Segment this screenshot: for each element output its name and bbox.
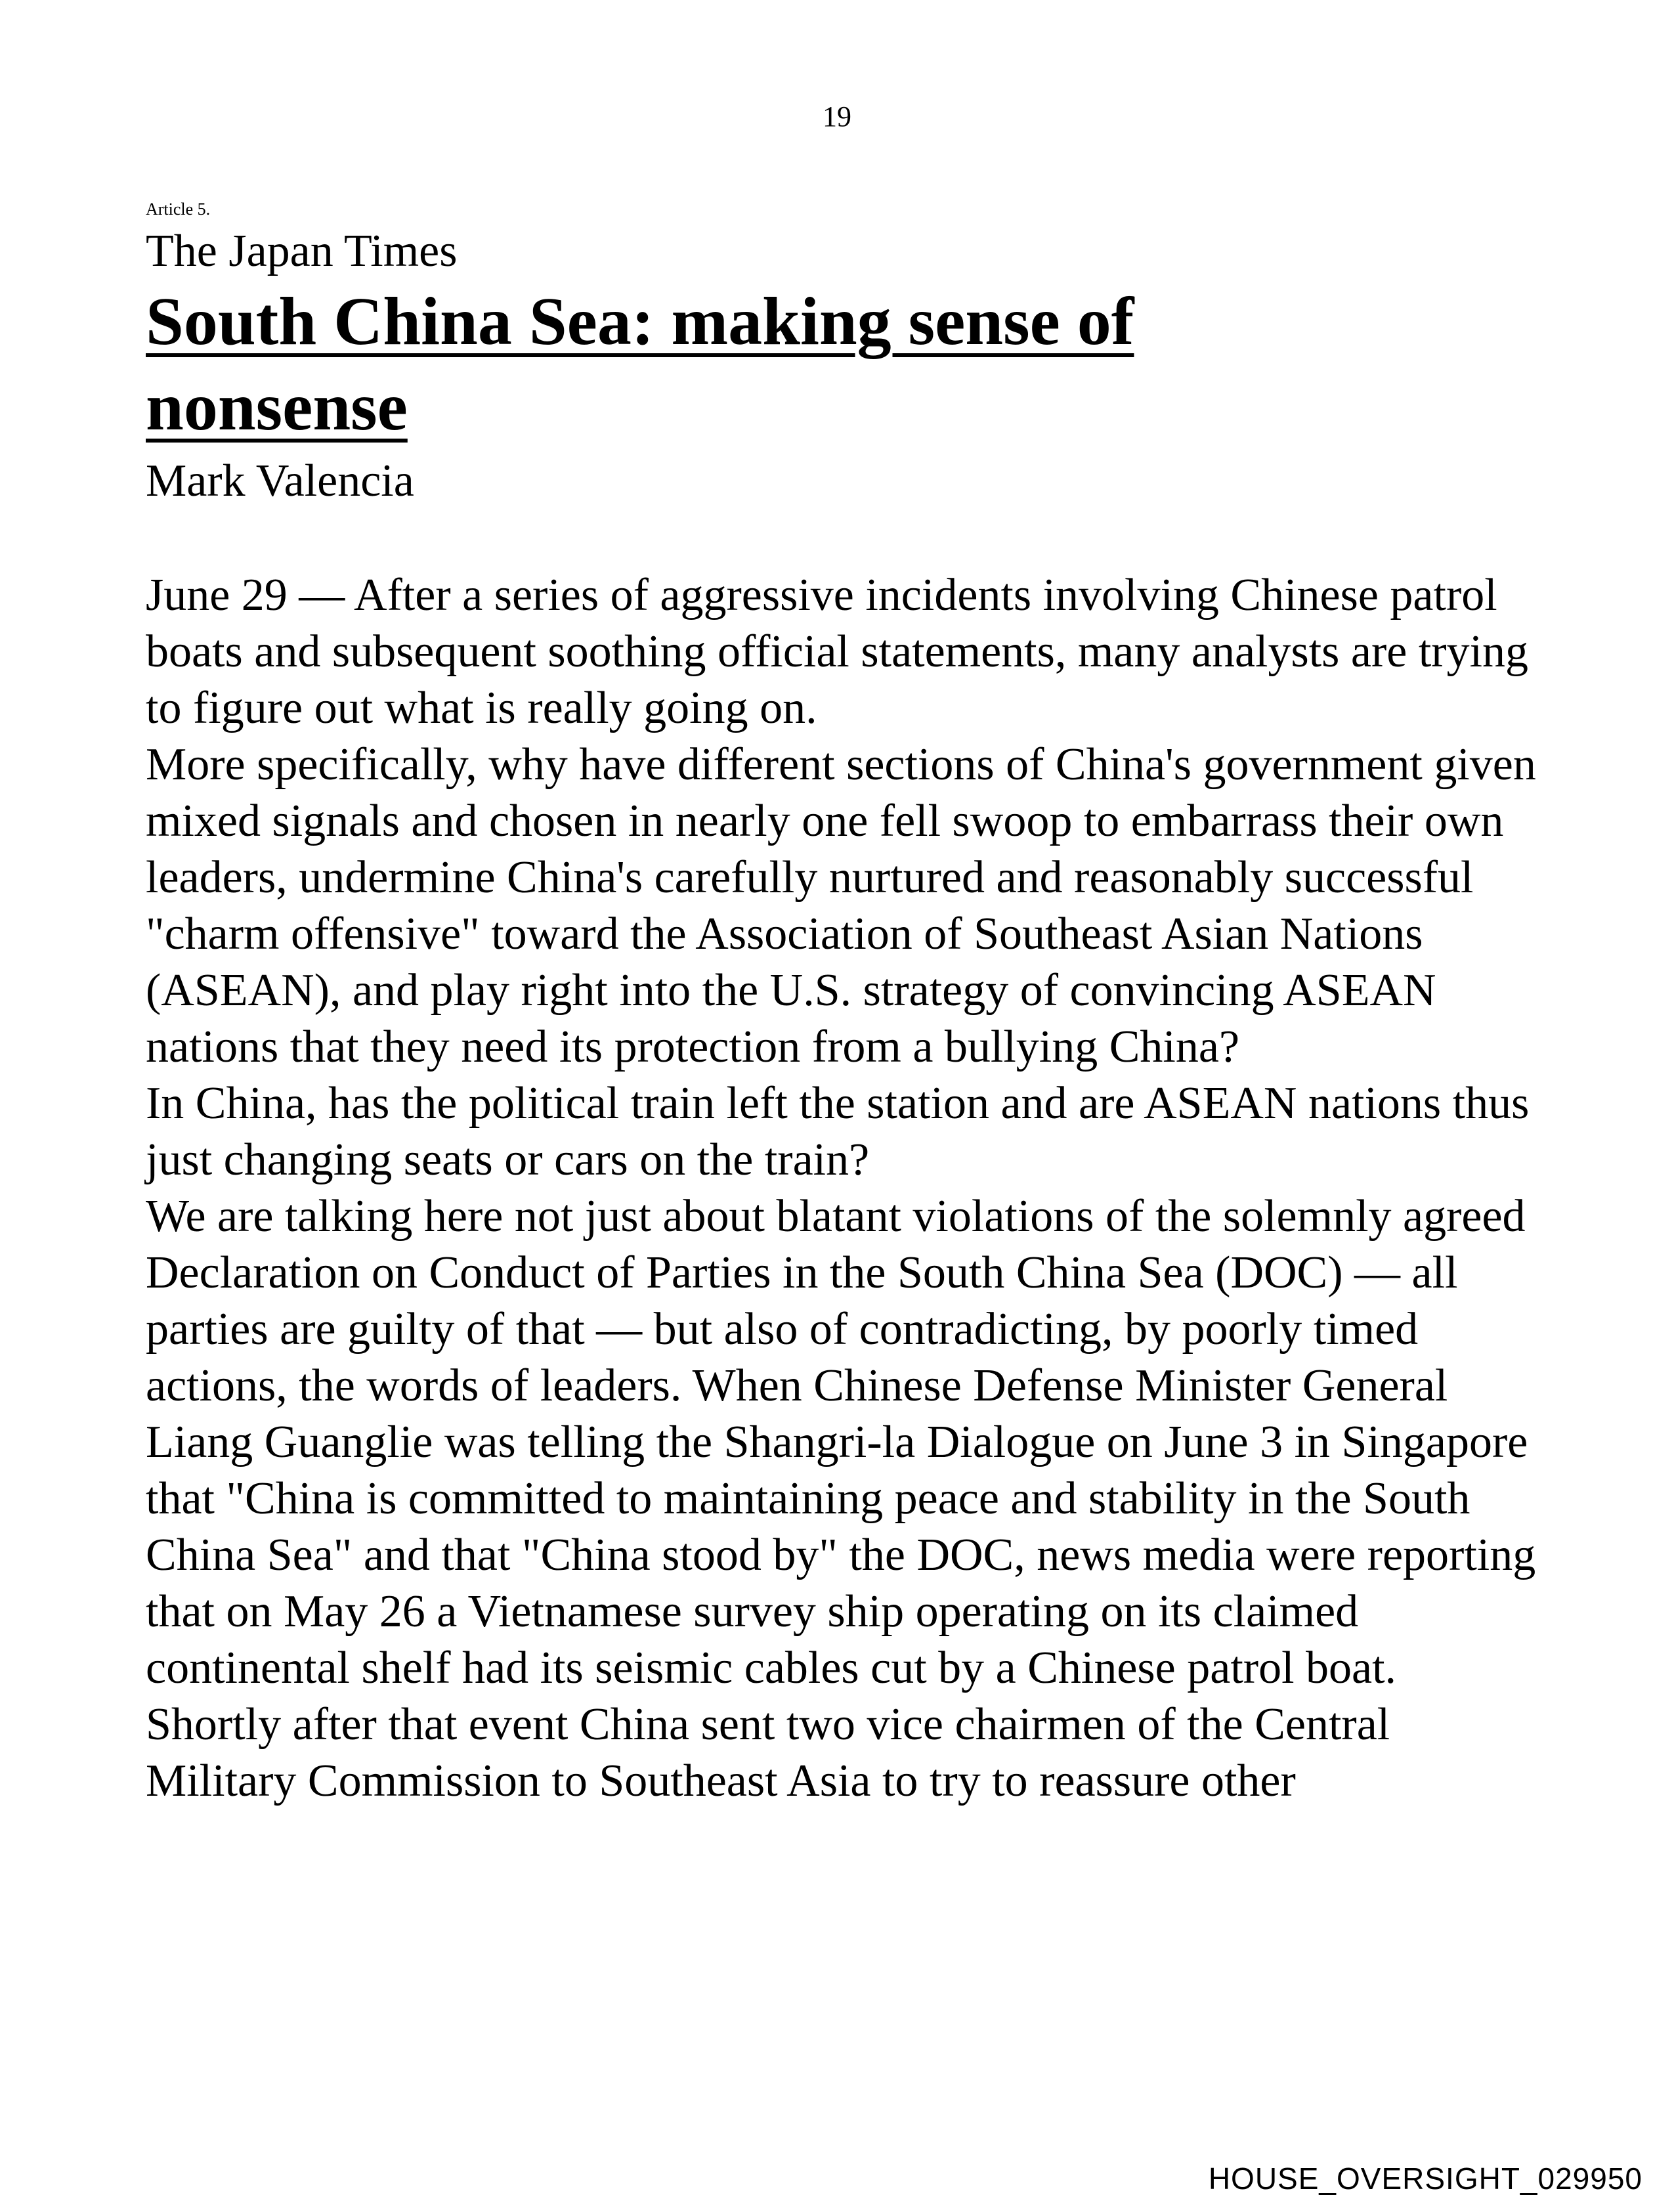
page-number: 19 xyxy=(823,100,851,133)
article-author: Mark Valencia xyxy=(146,456,414,506)
body-paragraph: In China, has the political train left the station and are ASEAN nations thus just changing seats or cars on the train? xyxy=(146,1078,1530,1185)
article-headline: South China Sea: making sense of nonsense xyxy=(146,284,1134,445)
bates-number: HOUSE_OVERSIGHT_029950 xyxy=(1208,2161,1642,2196)
article-body xyxy=(146,567,1544,1810)
body-paragraph: Shortly after that event China sent two vice chairmen of the Central Military Commission to Southeast Asia to try to reassure other xyxy=(146,1699,1390,1806)
body-paragraph: June 29 — After a series of aggressive incidents involving Chinese patrol boats and subsequent soothing official statements, many analysts are trying to figure out what is really going on. xyxy=(146,570,1529,733)
body-paragraph: We are talking here not just about blatant violations of the solemnly agreed Declaration on Conduct of Parties in the South China Sea (DOC) — all parties are guilty of that — but also of contradicting, by poorly timed actions, the words of leaders. When Chinese Defense Minister General Liang Guanglie was telling the Shangri-la Dialogue on June 3 in Singapore that "China is committed to maintaining peace and stability in the South China Sea" and that "China stood by" the DOC, news media were reporting that on May 26 a Vietnamese survey ship operating on its claimed continental shelf had its seismic cables cut by a Chinese patrol boat. xyxy=(146,1191,1536,1693)
body-paragraph: More specifically, why have different sections of China's government given mixed signals and chosen in nearly one fell swoop to embarrass their own leaders, undermine China's carefully nurtured and reasonably successful "charm offensive" toward the Association of Southeast Asian Nations (ASEAN), and play right into the U.S. strategy of convincing ASEAN nations that they need its protection from a bullying China? xyxy=(146,739,1536,1072)
article-label: Article 5. xyxy=(146,200,211,219)
publication-name: The Japan Times xyxy=(146,226,458,276)
